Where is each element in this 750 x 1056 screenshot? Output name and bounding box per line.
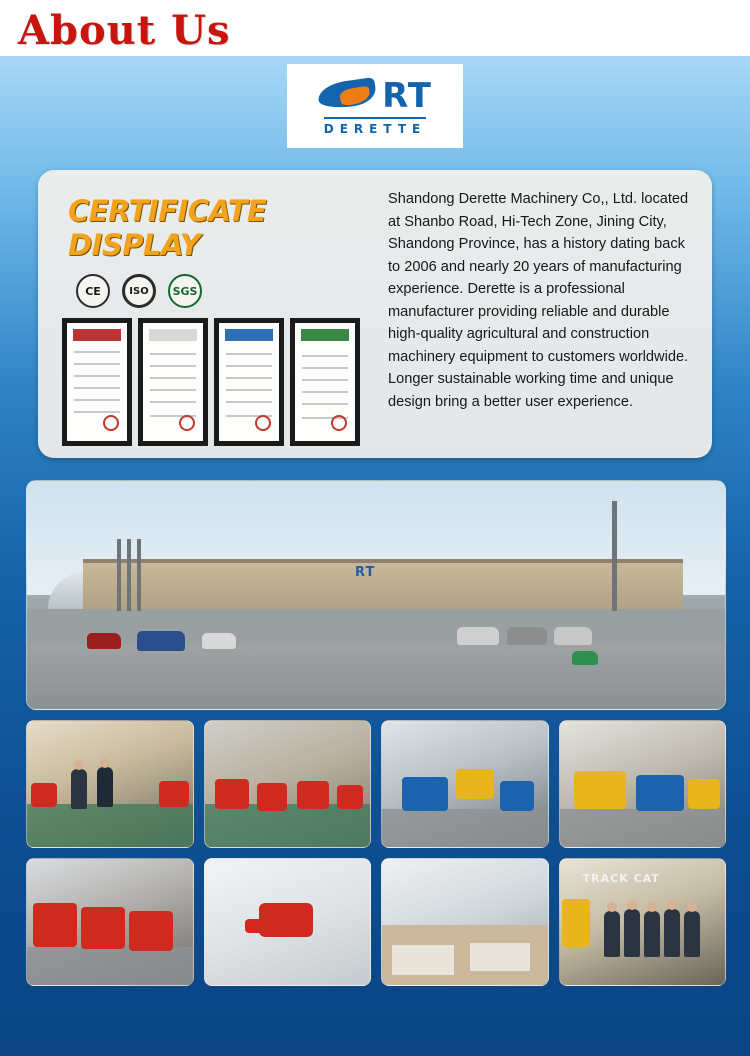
machine	[574, 771, 626, 809]
ce-badge: CE	[76, 274, 110, 308]
machine	[257, 783, 287, 811]
person	[684, 911, 700, 957]
parked-scooter	[572, 651, 598, 665]
desk	[470, 943, 530, 971]
logo-subtext: DERETTE	[324, 117, 426, 136]
parked-car	[202, 633, 236, 649]
machine	[402, 777, 448, 811]
building-sign: RT	[355, 565, 376, 581]
team-at-exhibition-photo	[559, 858, 727, 986]
desk	[392, 945, 454, 975]
certificate-card	[38, 170, 712, 458]
machine	[215, 779, 249, 809]
parked-car	[457, 627, 499, 645]
certificate-thumbnail	[138, 318, 208, 446]
parked-car	[137, 631, 185, 651]
logo-wordmark: RT	[382, 75, 432, 116]
cad-model-arm	[245, 919, 267, 933]
certificate-thumbnail	[62, 318, 132, 446]
logo-mark	[318, 75, 432, 116]
company-description: Shandong Derette Machinery Co,, Ltd. located at Shanbo Road, Hi-Tech Zone, Jining City, Shandong Province, has a history dating back to 2006 and nearly 20 years of manufacturing experience. Derette is a professional manufacturer providing reliable and durable high-quality agricultural and construction machinery equipment to customers worldwide. Longer sustainable working time and unique design bring a better user experience.	[388, 191, 689, 410]
machine	[562, 899, 590, 947]
factory-exterior-photo	[26, 480, 726, 710]
parked-car	[554, 627, 592, 645]
machinery-warehouse-photo	[204, 720, 372, 848]
factory-building	[83, 559, 683, 609]
machine	[31, 783, 57, 807]
certificate-thumbnail	[290, 318, 360, 446]
company-logo	[287, 64, 463, 148]
floor	[27, 804, 193, 847]
certificate-thumbnails	[62, 318, 382, 446]
booth-banner: TRACK CAT	[582, 871, 660, 885]
page-title: About Us	[18, 7, 231, 54]
machine	[688, 779, 720, 809]
red-loaders-yard-photo	[26, 858, 194, 986]
cad-design-screen-photo	[204, 858, 372, 986]
floor	[560, 809, 726, 847]
floor	[27, 947, 193, 985]
parking-lot	[27, 609, 725, 645]
machine	[456, 769, 494, 799]
person	[644, 911, 660, 957]
flag-pole	[137, 539, 141, 611]
parked-car	[87, 633, 121, 649]
cad-model	[259, 903, 313, 937]
machine	[297, 781, 329, 809]
person	[97, 767, 113, 807]
blue-content-panel	[0, 56, 750, 1056]
floor	[382, 809, 548, 847]
street-light-pole	[612, 501, 617, 611]
machine	[500, 781, 534, 811]
photo-gallery	[26, 720, 726, 986]
machine	[636, 775, 684, 811]
excavator-swoosh-icon	[318, 77, 380, 113]
certificate-thumbnail	[214, 318, 284, 446]
machine	[129, 911, 173, 951]
machine	[81, 907, 125, 949]
page-header	[0, 0, 750, 60]
certification-badges	[76, 274, 382, 308]
machine	[337, 785, 363, 809]
flag-pole	[117, 539, 121, 611]
skid-steer-loaders-photo	[559, 720, 727, 848]
flag-pole	[127, 539, 131, 611]
floor	[205, 804, 371, 847]
machine	[159, 781, 189, 807]
person	[664, 909, 680, 957]
assembly-workshop-photo	[381, 720, 549, 848]
office-interior-photo	[381, 858, 549, 986]
parked-car	[507, 627, 547, 645]
person	[71, 769, 87, 809]
person	[604, 911, 620, 957]
sgs-badge: SGS	[168, 274, 202, 308]
staff-in-warehouse-photo	[26, 720, 194, 848]
iso-badge: ISO	[122, 274, 156, 308]
machine	[33, 903, 77, 947]
person	[624, 909, 640, 957]
certificate-title: CERTIFICATE DISPLAY	[68, 194, 267, 262]
certificate-left-column	[52, 184, 382, 446]
